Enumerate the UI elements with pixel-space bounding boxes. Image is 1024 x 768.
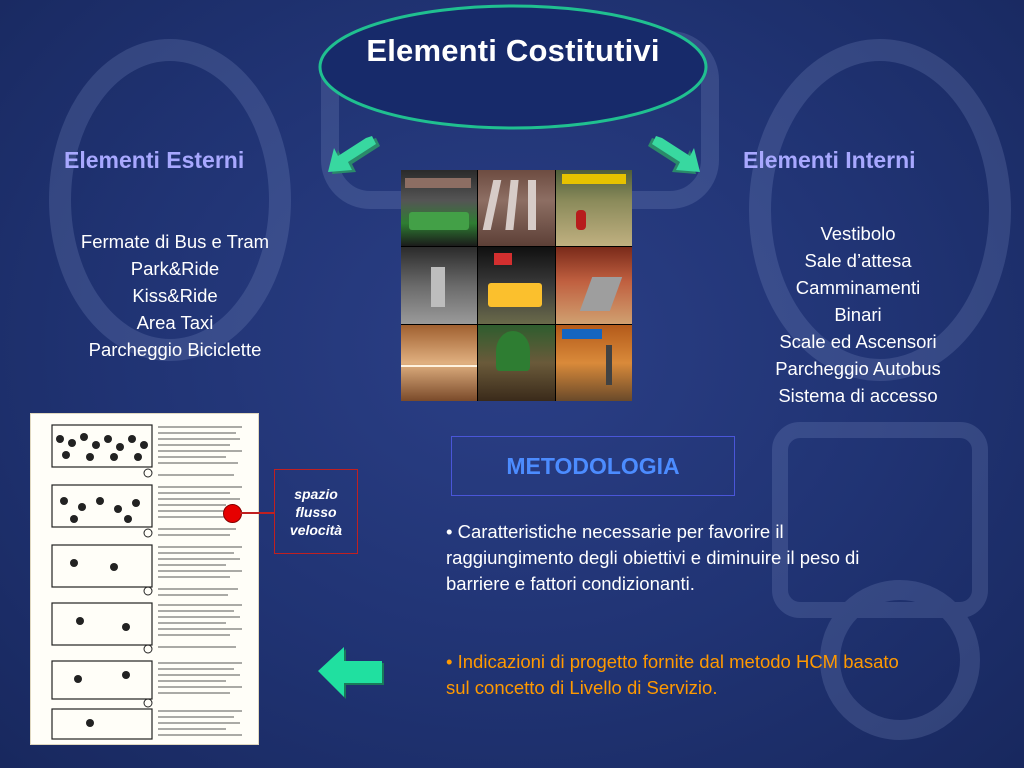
- photo-corridor: [401, 247, 477, 323]
- photo-concourse: [401, 325, 477, 401]
- list-item: Vestibolo: [820, 223, 896, 244]
- photo-bus-34: [478, 247, 554, 323]
- methodology-bullet-highlight: • Indicazioni di progetto fornite dal metodo HCM basato sul concetto di Livello di Servizio.: [446, 651, 899, 698]
- station-photo-collage: [401, 170, 632, 401]
- level-of-service-diagram: [30, 413, 259, 745]
- external-elements-list: [40, 228, 310, 363]
- label-line: spazio: [294, 485, 338, 502]
- list-item: Sistema di accesso: [778, 385, 938, 406]
- photo-platform: [556, 325, 632, 401]
- list-item: Area Taxi: [136, 312, 214, 333]
- list-item: Park&Ride: [130, 258, 220, 279]
- diagram-label-box: [274, 469, 358, 554]
- connector-line: [240, 512, 274, 514]
- methodology-box: [451, 436, 735, 496]
- list-item: Parcheggio Biciclette: [88, 339, 262, 360]
- photo-waiting-room: [556, 170, 632, 246]
- internal-elements-list: [728, 220, 988, 409]
- arrow-right-icon: [646, 134, 702, 180]
- slide-title: Elementi Costitutivi: [366, 33, 660, 68]
- label-line: flusso: [295, 503, 337, 520]
- external-elements-heading: Elementi Esterni: [64, 147, 245, 173]
- methodology-bullet: • Caratteristiche necessarie per favorire il raggiungimento degli obiettivi e diminuire il peso di barriere e fattori condizionanti.: [446, 521, 860, 594]
- list-item: Fermate di Bus e Tram: [80, 231, 270, 252]
- photo-bus-terminal: [401, 170, 477, 246]
- photo-bus-bays: [478, 170, 554, 246]
- arrow-left-icon: [326, 134, 382, 180]
- photo-food-court: [478, 325, 554, 401]
- label-line: velocità: [289, 521, 343, 538]
- level-of-service-sketch: [30, 413, 259, 745]
- internal-elements-heading: Elementi Interni: [743, 147, 916, 173]
- list-item: Binari: [834, 304, 882, 325]
- list-item: Sale d’attesa: [804, 250, 912, 271]
- photo-escalator-hall: [556, 247, 632, 323]
- arrow-back-icon: [316, 645, 388, 701]
- methodology-title: METODOLOGIA: [506, 452, 680, 479]
- list-item: Kiss&Ride: [132, 285, 218, 306]
- list-item: Scale ed Ascensori: [779, 331, 937, 352]
- list-item: Camminamenti: [795, 277, 921, 298]
- list-item: Parcheggio Autobus: [775, 358, 941, 379]
